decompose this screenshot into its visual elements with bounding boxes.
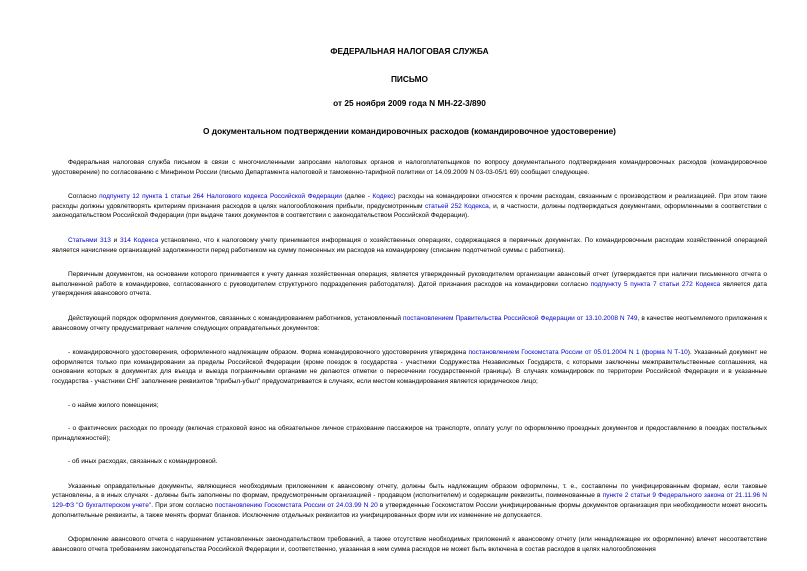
paragraph-supporting-documents (52, 482, 767, 520)
text: ). Указанный документ не оформляется только при командировании за пределы Российской Федерации (кроме поездок в государства - участники Содружества Независимых Государств, с которыми заключены межправительственные соглашения, на основании которых в документах для въезда и выезда пограничными органами не делаются отметки о пересечении государственной границы). В случаях командировок по территории Российской Федерации и в указанные государства - участники СНГ заполнение реквизитов "прибыл-убыл" предусматривается в случаях, если местом командирования является юридическое лицо; (52, 349, 768, 385)
document-title: О документальном подтверждении командировочных расходов (командировочное удостоверение) (203, 126, 616, 136)
text: и (110, 236, 121, 244)
link-form-t10[interactable]: форма N Т-10 (644, 349, 688, 357)
link-goskomstat-decree-1[interactable]: постановлением Госкомстата России от 05.01.2004 N 1 (468, 349, 640, 357)
link-article-252[interactable]: статьей 252 Кодекса (424, 202, 489, 210)
link-tax-code-article-264[interactable]: подпункту 12 пункта 1 статьи 264 Налогового кодекса Российской Федерации (99, 193, 342, 201)
document-date-number: от 25 ноября 2009 года N МН-22-3/890 (333, 98, 486, 108)
text: , и, в частности, должны подтверждаться документами, оформленными в соответствии с законодательством Российской Федерации (при выдаче таких документов в соответствии с законодательством Российской Федерации). (52, 202, 768, 220)
paragraph-procedure (52, 314, 767, 333)
text: , в качестве неотъемлемого приложения к авансовому отчету предусматривает наличие следующих оправдательных документов: (52, 314, 767, 332)
paragraph-intro: Федеральная налоговая служба письмом в связи с многочисленными запросами налоговых органов и налогоплательщиков по вопросу документального подтверждения командировочных расходов (командировочное удостоверение) по согласованию с Минфином России (письмо Департамента налоговой и таможенно-тарифной политики от 14.09.2009 N 03-03-05/1 69) сообщает следующее. (52, 159, 767, 176)
text: установлено, что к налоговому учету принимается информация о хозяйственных операциях, содержащаяся в первичных документах. По командировочным расходам хозяйственной операцией является начисление организацией задолженности перед работником на сумму понесенных им расходов на командировку (списание подотчетной суммы с работника). (52, 236, 767, 254)
list-item-other-expenses: - об иных расходах, связанных с командировкой. (68, 458, 218, 466)
text: Согласно (68, 193, 100, 201)
document-type: ПИСЬМО (390, 74, 429, 84)
paragraph-tax-code-expenses (52, 192, 767, 221)
list-item-travel-costs: - о фактических расходах по проезду (включая страховой взнос на обязательное личное страхование пассажиров на транспорте, оплату услуг по оформлению проездных документов и предоставлению в поездах постельных принадлежностей); (52, 425, 767, 442)
link-article-313[interactable]: Статьями 313 (68, 236, 111, 244)
list-item-travel-certificate (52, 348, 767, 386)
issuing-agency: ФЕДЕРАЛЬНАЯ НАЛОГОВАЯ СЛУЖБА (330, 46, 489, 56)
text: является дата утверждения авансового отчета. (52, 280, 767, 298)
paragraph-primary-document (52, 270, 767, 299)
text: Действующий порядок оформления документов, связанных с командированием работников, установленный (68, 314, 404, 322)
text: . При этом согласно (151, 502, 215, 510)
link-article-272[interactable]: подпункту 5 пункта 7 статьи 272 Кодекса (590, 280, 721, 288)
text: Указанные оправдательные документы, являющиеся необходимым приложением к авансовому отчету, должны быть надлежащим образом оформлены, т. е., составлены по унифицированным формам, если таковые установлены, а в иных случаях - должны быть заполнены по формам, предусмотренным организацией - продавцом (исполнителем) и содержащим реквизиты, поименованные в (52, 482, 767, 500)
text: ( (639, 349, 645, 357)
text: Первичным документом, на основании которого принимается к учету данная хозяйственная операция, является утвержденный руководителем организации авансовый отчет (утверждается при наличии письменного отчета о выполненной работе в командировке, согласованного с руководителем структурного подразделения работодателя). Датой признания расходов на командировки согласно (52, 271, 767, 288)
text: в утвержденные Госкомстатом России унифицированные формы документов организация при необходимости может вносить дополнительные реквизиты, а также менять формат бланков. Исключение отдельных реквизитов из унифицированных форм или их изменение не допускается. (52, 502, 767, 519)
link-article-314[interactable]: 314 Кодекса (120, 236, 159, 244)
link-tax-code[interactable]: Кодекс (372, 193, 394, 201)
link-goskomstat-decree-20[interactable]: постановлению Госкомстата России от 24.03.99 N 20 (214, 502, 378, 510)
link-federal-law-129[interactable]: пункте 2 статьи 9 Федерального закона от 21.11.96 N 129-ФЗ "О бухгалтерском учете" (52, 492, 767, 510)
paragraph-advance-report-violations: Оформление авансового отчета с нарушением установленных законодательством требований, а также отсутствие необходимых приложений к авансовому отчету (или ненадлежащее их оформление) влечет несоответствие авансового отчета требованиям законодательства Российской Федерации и, соответственно, указанная в нем сумма расходов не может быть включена в состав расходов в целях налогообложения (52, 536, 767, 553)
text: ) расходы на командировки относятся к прочим расходам, связанным с производством и реализацией. При этом такие расходы должны удовлетворять критериям признания расходов в целях налогообложения прибыли, предусмотренным (52, 193, 767, 210)
paragraph-tax-accounting (52, 236, 767, 255)
text: (далее - (341, 193, 373, 201)
text: - командировочного удостоверения, оформленного надлежащим образом. Форма командировочного удостоверения утверждена (68, 349, 469, 357)
list-item-housing: - о найме жилого помещения; (68, 401, 159, 409)
link-government-decree-749[interactable]: постановлением Правительства Российской Федерации от 13.10.2008 N 749 (403, 314, 638, 322)
